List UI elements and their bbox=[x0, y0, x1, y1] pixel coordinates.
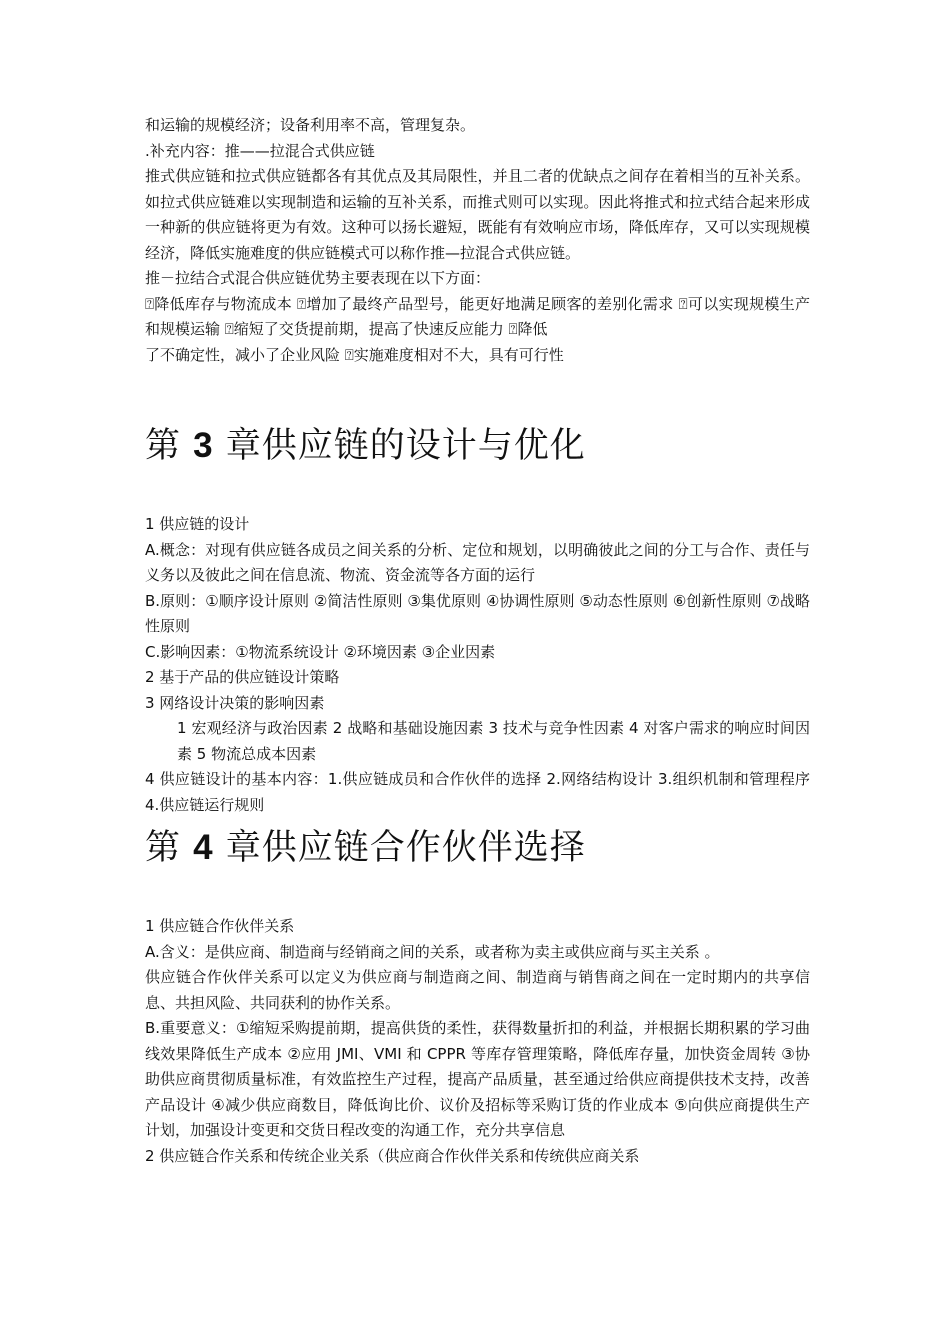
chapter-4-heading bbox=[145, 826, 810, 870]
paragraph: 1 供应链合作伙伴关系 bbox=[145, 917, 295, 935]
paragraph: 3 网络设计决策的影响因素 bbox=[145, 693, 325, 712]
chapter-heading-prefix: 第 bbox=[145, 426, 194, 466]
paragraph: ⍰降低库存与物流成本 ⍰增加了最终产品型号，能更好地满足顾客的差别化需求 ⍰可以实现规模生产和规模运输 ⍰缩短了交货提前期，提高了快速反应能力 ⍰降低 bbox=[145, 294, 810, 338]
chapter-number: 4 bbox=[193, 828, 214, 867]
paragraph: 推－拉结合式混合供应链优势主要表现在以下方面： bbox=[145, 269, 491, 287]
paragraph: 和运输的规模经济；设备利用率不高，管理复杂。 bbox=[145, 116, 476, 134]
paragraph: A.含义：是供应商、制造商与经销商之间的关系，或者称为卖主或供应商与买主关系 。 bbox=[145, 942, 720, 961]
paragraph: 1 供应链的设计 bbox=[145, 515, 250, 533]
chapter-3-heading bbox=[145, 424, 810, 468]
paragraph: C.影响因素：①物流系统设计 ②环境因素 ③企业因素 bbox=[145, 642, 496, 661]
paragraph: B.重要意义：①缩短采购提前期，提高供货的柔性，获得数量折扣的利益，并根据长期积累的学习曲线效果降低生产成本 ②应用 JMI、VMI 和 CPPR 等库存管理策略，降低库存量，加快资金周转 ③协助供应商贯彻质量标准，有效监控生产过程，提高产品质量，甚至通过给供应商提供技术支持，改善产品设计 ④减少供应商数目，降低询比价、议价及招标等采购订货的作业成本 ⑤向供应商提供生产计划，加强设计变更和交货日程改变的沟通工作，充分共享信息 bbox=[145, 1019, 810, 1139]
paragraph: 4 供应链设计的基本内容：1.供应链成员和合作伙伴的选择 2.网络结构设计 3.组织机制和管理程序 4.供应链运行规则 bbox=[145, 770, 810, 814]
paragraph: 2 供应链合作关系和传统企业关系（供应商合作伙伴关系和传统供应商关系 bbox=[145, 1146, 640, 1165]
chapter-heading-prefix: 第 bbox=[145, 828, 194, 868]
chapter-heading-text: 章供应链的设计与优化 bbox=[213, 426, 586, 466]
paragraph: .补充内容：推——拉混合式供应链 bbox=[145, 141, 375, 160]
paragraph: B.原则：①顺序设计原则 ②简洁性原则 ③集优原则 ④协调性原则 ⑤动态性原则 ⑥创新性原则 ⑦战略性原则 bbox=[145, 591, 810, 635]
paragraph: 1 宏观经济与政治因素 2 战略和基础设施因素 3 技术与竞争性因素 4 对客户需求的响应时间因素 5 物流总成本因素 bbox=[177, 719, 810, 763]
chapter-heading-text: 章供应链合作伙伴选择 bbox=[213, 828, 586, 868]
paragraph: 供应链合作伙伴关系可以定义为供应商与制造商之间、制造商与销售商之间在一定时期内的共享信息、共担风险、共同获利的协作关系。 bbox=[145, 968, 810, 1012]
paragraph: 2 基于产品的供应链设计策略 bbox=[145, 668, 340, 686]
paragraph: 推式供应链和拉式供应链都各有其优点及其局限性，并且二者的优缺点之间存在着相当的互补关系。如拉式供应链难以实现制造和运输的互补关系，而推式则可以实现。因此将推式和拉式结合起来形成一种新的供应链将更为有效。这种可以扬长避短，既能有有效响应市场，降低库存，又可以实现规模经济，降低实施难度的供应链模式可以称作推—拉混合式供应链。 bbox=[145, 167, 810, 262]
paragraph: A.概念：对现有供应链各成员之间关系的分析、定位和规划，以明确彼此之间的分工与合作、责任与义务以及彼此之间在信息流、物流、资金流等各方面的运行 bbox=[145, 540, 810, 584]
chapter-number: 3 bbox=[193, 426, 214, 465]
paragraph: 了不确定性，减小了企业风险 ⍰实施难度相对不大，具有可行性 bbox=[145, 345, 564, 364]
document-page bbox=[145, 113, 810, 1169]
chapter-4-body bbox=[145, 914, 810, 1169]
section-top bbox=[145, 113, 810, 368]
chapter-3-body bbox=[145, 512, 810, 818]
